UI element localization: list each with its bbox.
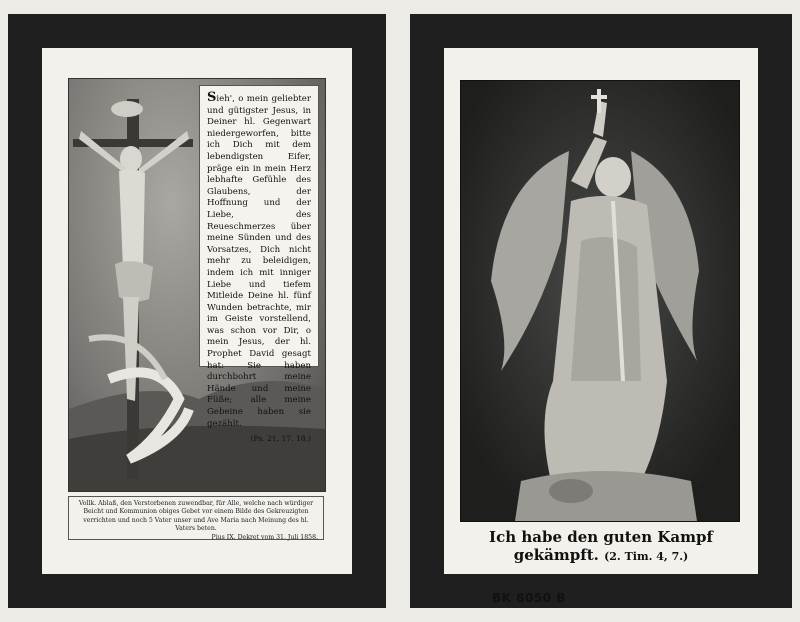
caption-line-2-text: gekämpft. — [513, 546, 599, 564]
prayer-dropcap: S — [207, 90, 217, 105]
prayer-text-box — [199, 85, 319, 444]
indulgence-note — [68, 496, 324, 540]
angel-statue-photo — [460, 80, 740, 522]
left-card-panel — [42, 48, 352, 574]
angel-statue-figure — [461, 81, 739, 521]
indulgence-text: Vollk. Ablaß, den Verstorbenen zuwendbar, für Alle, welche nach würdiger Beicht und Kommunion obiges Gebet vor einem Bilde des Gekreuzigten verrichten und noch 5 Vater unser und Ave Maria nach Meinung des hl. Vaters beten. — [78, 500, 314, 533]
indulgence-source: Pius IX. Dekret vom 31. Juli 1858. — [211, 533, 318, 541]
right-card-panel — [444, 48, 758, 605]
prayer-card-right — [410, 14, 792, 608]
catalog-code: BK 8050 B — [492, 591, 566, 605]
caption-line-2 — [444, 546, 758, 566]
prayer-reference: (Ps. 21, 17. 18.) — [250, 434, 311, 444]
prayer-text: ieh', o mein geliebter und gütigster Jesus, in Deiner hl. Gegenwart niedergeworfen, bitte ich Dich mit dem lebendigsten Eifer, präge ein in mein Herz lebhafte Gefühle des Glaubens, der Hoffnung und der Liebe, des Reueschmerzes über meine Sünden und des Vorsatzes, Dich nicht mehr zu beleidigen, indem ich mit inniger Liebe und tiefem Mitleide Deine hl. fünf Wunden betrachte, mir im Geiste vorstellend, was schon vor Dir, o mein Jesus, der hl. Prophet David gesagt hat: Sie haben durchbohrt meine Hände und meine Füße; alle meine Gebeine haben sie gezählt. — [207, 94, 311, 429]
caption-reference: (2. Tim. 4, 7.) — [604, 550, 689, 563]
caption — [444, 528, 758, 566]
crucifix-illustration — [68, 78, 326, 492]
caption-line-1: Ich habe den guten Kampf — [489, 528, 713, 546]
prayer-card-left — [8, 14, 386, 608]
